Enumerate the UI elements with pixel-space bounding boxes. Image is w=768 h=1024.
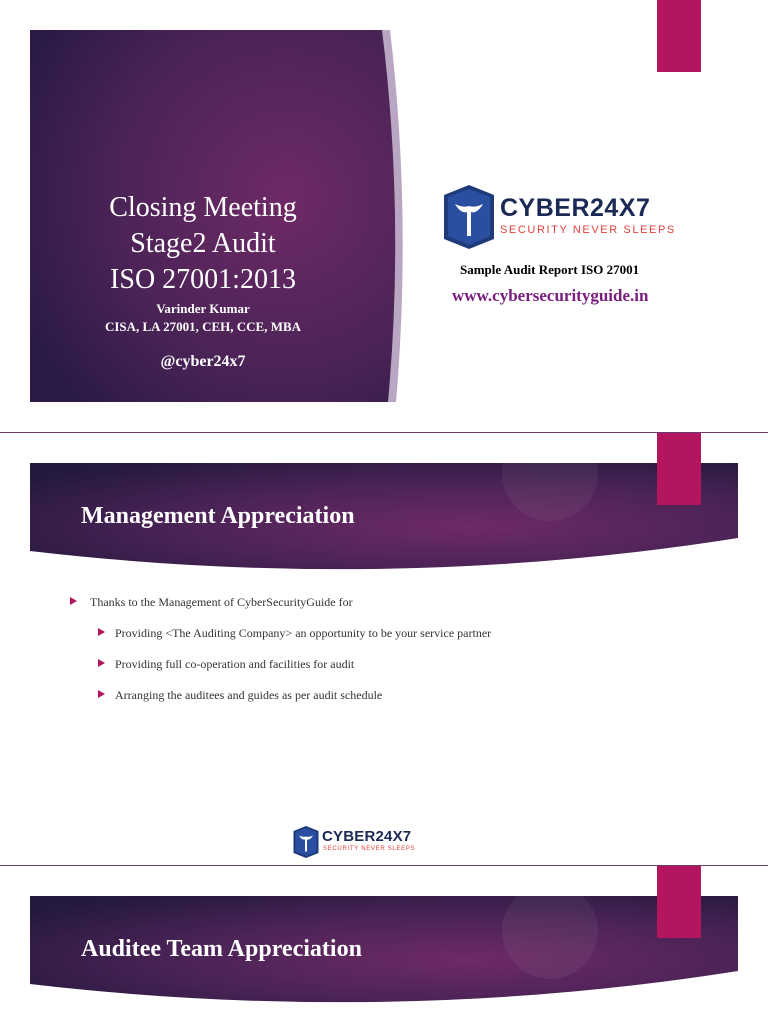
sample-report-label: Sample Audit Report ISO 27001 bbox=[460, 262, 640, 277]
author-name: Varinder Kumar bbox=[156, 301, 250, 316]
title-line-1: Closing Meeting bbox=[109, 192, 297, 223]
slide-banner bbox=[30, 463, 738, 578]
logo-wordmark: CYBER24X7 bbox=[322, 828, 412, 845]
logo-wordmark: CYBER24X7 bbox=[500, 194, 651, 222]
list-item: Thanks to the Management of CyberSecurityGuide for bbox=[70, 595, 730, 626]
slide-management-appreciation bbox=[0, 433, 768, 865]
slide-auditee-team-appreciation bbox=[0, 866, 768, 1024]
title-line-3: ISO 27001:2013 bbox=[110, 264, 296, 295]
logo-tagline: SECURITY NEVER SLEEPS bbox=[323, 846, 416, 852]
presentation-title bbox=[30, 190, 376, 298]
bullet-arrow-icon bbox=[98, 659, 105, 667]
slide-banner bbox=[30, 896, 738, 1011]
shield-logo-icon bbox=[443, 184, 495, 250]
bullet-arrow-icon bbox=[98, 628, 105, 636]
social-handle: @cyber24x7 bbox=[160, 353, 246, 370]
title-panel bbox=[30, 30, 408, 402]
accent-tab bbox=[657, 866, 701, 938]
bullet-arrow-icon bbox=[70, 597, 77, 605]
shield-logo-icon bbox=[293, 825, 319, 859]
bullet-arrow-icon bbox=[98, 690, 105, 698]
bullet-list bbox=[70, 595, 730, 719]
list-item: Arranging the auditees and guides as per audit schedule bbox=[70, 688, 730, 719]
slide-title bbox=[0, 0, 768, 432]
website-link[interactable]: www.cybersecurityguide.in bbox=[452, 286, 649, 305]
title-line-2: Stage2 Audit bbox=[130, 228, 276, 259]
accent-tab bbox=[657, 433, 701, 505]
author-credentials: CISA, LA 27001, CEH, CCE, MBA bbox=[104, 319, 302, 334]
cyber24x7-logo bbox=[443, 184, 693, 250]
list-item: Providing <The Auditing Company> an opportunity to be your service partner bbox=[70, 626, 730, 657]
author-block bbox=[30, 300, 376, 336]
slide-title-heading: Auditee Team Appreciation bbox=[81, 936, 362, 962]
cyber24x7-logo-small bbox=[293, 825, 423, 859]
slide-title-heading: Management Appreciation bbox=[81, 503, 355, 529]
accent-tab bbox=[657, 0, 701, 72]
list-item: Providing full co-operation and facilities for audit bbox=[70, 657, 730, 688]
logo-tagline: SECURITY NEVER SLEEPS bbox=[500, 224, 676, 236]
